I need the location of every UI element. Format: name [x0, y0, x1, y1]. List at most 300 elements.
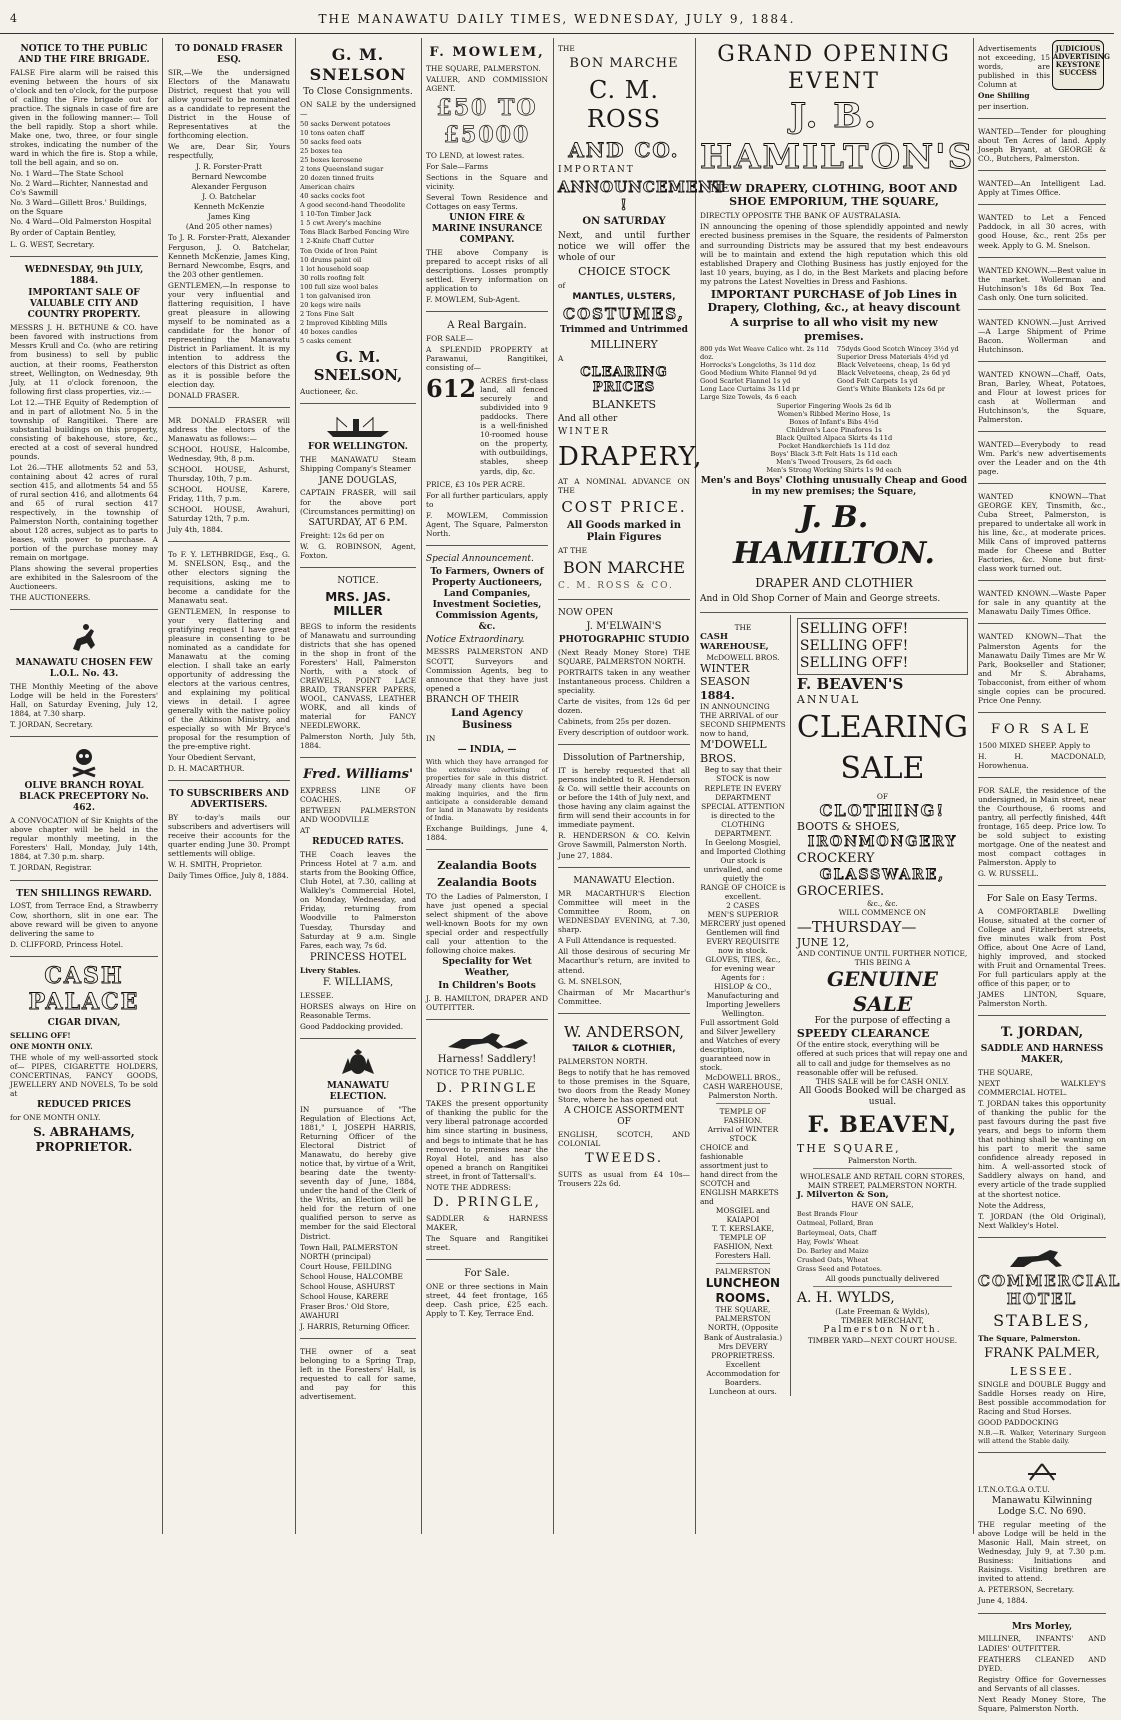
ad-body: TIMBER YARD—NEXT COURT HOUSE. — [807, 1335, 958, 1345]
ad-body: MESSRS J. H. BETHUNE & CO. have been favored with instructions from Messrs Krull and Co. (who are retiring from business) to sell by public auction, at their rooms, Featherston street, Wellington, on Wednesday, 9th July, at 11 o'clock forenoon, the following first class properties, viz.:— — [10, 323, 158, 396]
column-3 — [296, 38, 420, 1534]
ad-body: Excellent Accommodation for Boarders. — [706, 1359, 780, 1387]
ad-body: I.T.N.O.T.G.A O.T.U. — [978, 1485, 1050, 1495]
ad-heading: — INDIA, — — [457, 745, 517, 756]
ad-body: In Geelong Mosgiel, and Imported Clothing Our stock is unrivalled, and come quietly the — [700, 837, 786, 883]
ad-heading: LESSEE. — [1010, 1364, 1074, 1378]
ad-body: AT THE — [558, 546, 587, 556]
ad-heading: F. BEAVEN, — [807, 1111, 958, 1138]
list-item: Bernard Newcombe — [191, 172, 267, 182]
commercial-stables-ad — [978, 1240, 1121, 1454]
list-item: 75dyds Good Scotch Wincey 3½d yd — [837, 345, 959, 354]
ad-body: THE SQUARE, — [978, 1068, 1033, 1078]
list-item: 20 dozen tinned fruits — [300, 174, 374, 183]
ad-body: BRANCH OF THEIR — [426, 694, 519, 705]
list-item: (And 205 other names) — [185, 222, 273, 232]
reward-notice — [10, 883, 158, 957]
ad-body: IN ANNOUNCING THE ARRIVAL of our SECOND SHIPMENTS now to hand, — [700, 702, 786, 739]
ad-body: WANTED—An Intelligent Lad. Apply at Times Office. — [978, 179, 1106, 198]
ad-heading: DRAPERY, — [558, 441, 703, 472]
list-item: 2 tons Queensland sugar — [300, 165, 384, 174]
list-item: 25 boxes tea — [300, 147, 343, 156]
ad-body: Freight: 12s 6d per on — [300, 530, 385, 540]
ad-heading: To Close Consignments. — [303, 87, 413, 98]
ad-body: THE Coach leaves the Princess Hotel at 7 a.m. and starts from the Booking Office, Club Hotel, at 7.30, calling at Walkley's Commercial Hotel, on Monday, Wednesday, and Friday, returning from Woodville to Palmerston Tuesday, Thursday and Saturday at 9 a.m. Single Fares, each way, 7s 6d. — [300, 850, 416, 950]
ad-heading: Harness! Saddlery! — [437, 1054, 537, 1066]
ward-list — [10, 169, 158, 226]
ad-body: One Shilling — [978, 91, 1030, 101]
ad-heading: JUNE 12, — [796, 935, 850, 949]
list-item: School House, HALCOMBE — [300, 1271, 403, 1281]
ad-heading: ON SATURDAY — [582, 216, 666, 228]
masonic-lodge-notice — [978, 1455, 1106, 1613]
signature: THE AUCTIONEERS. — [10, 593, 91, 603]
ad-body: THE SQUARE, PALMERSTON. — [426, 63, 541, 73]
ad-heading: TWEEDS. — [584, 1151, 663, 1167]
ad-heading: IRONMONGERY — [807, 833, 958, 850]
ad-body: for ONE MONTH ONLY. — [10, 1113, 101, 1123]
ad-body: All those desirous of securing Mr Macarthur's return, are invited to attend. — [558, 947, 690, 975]
item-list — [300, 120, 416, 345]
ad-body: IMPORTANT — [558, 164, 635, 175]
ad-body: BETWEEN PALMERSTON AND WOODVILLE — [300, 806, 416, 825]
ad-body: FEATHERS CLEANED AND DYED. — [978, 1654, 1106, 1673]
ad-body: THIS BEING A — [854, 958, 911, 968]
ad-heading: PHOTOGRAPHIC STUDIO — [558, 634, 690, 645]
pringle-saddlery-ad — [426, 1022, 548, 1259]
ad-body: TIMBER MERCHANT, — [841, 1315, 924, 1325]
ad-body: The Square and Rangitikei street. — [426, 1233, 548, 1252]
ad-heading: T. JORDAN, — [1000, 1025, 1084, 1041]
list-item: Horrocks's Longcloths, 3s 11d doz — [700, 361, 816, 370]
list-item: Black Velveteens, cheap, 2s 6d yd — [837, 369, 951, 378]
list-item: Boys' Black 3-ft Felt Hats 1s 11d each — [770, 449, 898, 458]
ad-heading: NOTICE TO THE PUBLIC AND THE FIRE BRIGADE. — [18, 44, 150, 65]
list-item: Do. Barley and Maize — [796, 1246, 869, 1255]
ad-body: WANTED KNOWN.—Best value in the market. Wollerman and Hutchinson's 18s 6d Box Tea. Cash only. One turn solicited. — [978, 265, 1106, 302]
ad-body: Lot 12.—THE Equity of Redemption of and in part of allotment No. 5 in the township of Rangitikei. There are substantial buildings on this property, consisting of bakehouse, store, &c., erected at a cost of several hundred pounds. — [10, 397, 158, 461]
ad-body: McDOWELL BROS. — [706, 652, 780, 662]
ad-heading: W. ANDERSON, — [563, 1022, 685, 1041]
list-item: 50 sacks feed oats — [300, 138, 362, 147]
signature: F. MOWLEM, Sub-Agent. — [426, 294, 521, 304]
acreage-number: 612 — [426, 374, 477, 404]
ad-body: IT is hereby requested that all persons indebted to R. Henderson & Co. will settle their accounts on or before the 14th of July next, and those having any claim against the firm will send their accounts in for immediate payment. — [558, 765, 690, 830]
list-item: Barleymeal, Oats, Chaff — [796, 1228, 877, 1237]
ad-body: PALMERSTON NORTH. — [558, 1056, 648, 1066]
hamilton-grand-opening — [700, 38, 975, 613]
ad-body: 1500 MIXED SHEEP. Apply to — [978, 740, 1091, 750]
ad-heading: OLIVE BRANCH ROYAL BLACK PRECEPTORY No. 462. — [19, 781, 149, 814]
ad-heading: G. M. SNELSON, — [313, 347, 403, 385]
ad-heading: GENUINE SALE — [826, 967, 938, 1016]
list-item: SCHOOL HOUSE, Karere, Friday, 11th, 7 p.m. — [168, 485, 290, 504]
column-2 — [164, 38, 294, 1534]
ad-body: MEN'S SUPERIOR MERCERY just opened — [700, 909, 786, 928]
price-list — [700, 345, 968, 401]
ad-body: IN pursuance of "The Regulation of Elections Act, 1881," I, JOSEPH HARRIS, Returning Officer of the Electoral District of Manawatu, do hereby give notice that, by virtue of a Writ, bearing date the twenty-seventh day of June, 1884, under the hand of the Clerk of the Writs, an Election will be held for the return of one qualified person to serve as member for the said Electoral District. — [300, 1105, 416, 1241]
ad-heading: ANNUAL — [796, 693, 861, 707]
ad-body: N.B.—R. Walker, Veterinary Surgeon will attend the Stable daily. — [978, 1429, 1106, 1446]
column-4 — [422, 38, 552, 1534]
ad-body: Palmerston North, July 5th, 1884. — [300, 732, 416, 751]
ad-body: CHOICE and fashionable assortment just to hand direct from the SCOTCH and ENGLISH MARKETS and — [700, 1142, 779, 1206]
signature: W. H. SMITH, Proprietor. — [168, 860, 263, 870]
horse-and-rider-icon — [442, 1029, 532, 1051]
ad-body: of — [558, 280, 566, 290]
badge-text: ADVERTISING — [1053, 52, 1111, 62]
ad-heading: For Sale on Easy Terms. — [986, 893, 1098, 904]
ad-body: Daily Times Office, July 8, 1884. — [168, 871, 289, 881]
signature: DONALD FRASER. — [168, 391, 240, 400]
ad-body: Next, and until further notice we will offer the whole of our — [558, 230, 690, 263]
ad-body: Next Ready Money Store, The Square, Palmerston North. — [978, 1694, 1106, 1713]
column-6 — [696, 38, 975, 1534]
wanted-ad — [978, 583, 1106, 624]
ad-body: (Late Freeman & Wylds), — [835, 1306, 930, 1316]
ad-body: PALMERSTON — [715, 1267, 771, 1277]
ad-body: ACRES first-class land, all fenced securely and subdivided into 9 paddocks. There is a well-finished 10-roomed house on the property, with outbuildings, stables, sheep yards, dip, &c. — [480, 376, 549, 476]
ad-body: WANTED to Let a Fenced Paddock, in all 30 acres, with good House, &c., rent 25s per week. Apply to G. M. Snelson. — [978, 213, 1106, 250]
ad-heading: A. H. WYLDS, — [796, 1289, 895, 1306]
list-item: School House, KARERE — [300, 1291, 389, 1301]
sheep-for-sale — [978, 715, 1106, 778]
ad-body: A CONVOCATION of Sir Knights of the above chapter will be held in the regular monthly meeting, in the Foresters' Hall, Monday, July 14th, 1884, at 7.30 p.m. sharp. — [10, 816, 158, 862]
ad-heading: C. M. ROSS — [586, 75, 662, 134]
ad-body: NOW OPEN — [558, 607, 614, 618]
ad-body: We are, Dear Sir, Yours respectfully, — [168, 142, 290, 161]
snelson-ad — [300, 38, 416, 404]
list-item: Several Town Residence and Cottages on easy Terms. — [426, 192, 548, 211]
list-item: Gent's White Blankets 12s 6d pr — [837, 385, 946, 394]
list-item: No. 4 Ward—Old Palmerston Hospital — [10, 217, 152, 227]
ad-body: Luncheon at ours. — [709, 1386, 777, 1396]
list-item: 30 rolls roofing felt — [300, 273, 365, 282]
list-item: For Sale—Farms — [426, 161, 489, 171]
ad-body: Livery Stables. — [300, 965, 361, 975]
signature: H. H. MACDONALD, Horowhenua. — [978, 751, 1106, 770]
list-item: Superior Fingering Wools 2s 6d lb — [776, 401, 892, 410]
ad-heading: Mrs Morley, — [1011, 1621, 1073, 1632]
fraser-meetings — [168, 410, 290, 542]
ad-heading: Men's and Boys' Clothing unusually Cheap and Good in my new premises; the Square, — [700, 475, 968, 497]
list-item: Men's Strong Working Shirts 1s 9d each — [766, 465, 902, 474]
ad-body: WANTED KNOWN.—Waste Paper for sale in any quantity at the Manawatu Daily Times Office. — [978, 589, 1106, 617]
list-item: 50 sacks Derwent potatoes — [300, 120, 391, 129]
horseman-emblem-icon — [67, 619, 101, 655]
bargain-ad — [426, 314, 548, 546]
ad-body: A — [558, 353, 564, 363]
ad-body: SINGLE and DOUBLE Buggy and Saddle Horses ready on Hire, Best possible accommodation for Racing and Stud Horses. — [978, 1380, 1106, 1417]
ad-heading: SPEEDY CLEARANCE — [796, 1027, 930, 1041]
photo-studio-ad — [558, 602, 690, 745]
list-item: Large Size Towels, 4s 6 each — [700, 393, 797, 402]
ad-body: GENTLEMEN, In response to your very flattering and gratifying request I have great pleasure in consenting to be nominated as a candidate for Manawatu at the coming election. I shall take an early opportunity of addressing the electors at the various centres, and explaining my political views in detail. I agree generally with the native policy of the Atkinson Ministry, and especially so with Mr Bryce's proposal for the resumption of the pre-emptive right. — [168, 606, 290, 752]
list-item: A good second-hand Theodolite — [300, 201, 406, 210]
ad-heading: UNION FIRE & MARINE INSURANCE COMPANY. — [431, 212, 543, 245]
list-item: No. 3 Ward—Gillett Bros.' Buildings, on the Square — [10, 198, 147, 217]
ad-heading: FOR WELLINGTON. — [308, 442, 408, 453]
cash-palace-ad — [10, 959, 158, 1163]
signature: JAMES LINTON, Square, Palmerston North. — [978, 990, 1106, 1009]
mcdowell-ad — [700, 615, 791, 1396]
list-item: Grass Seed and Potatoes. — [796, 1264, 882, 1273]
ad-body: WANTED KNOWN—Chaff, Oats, Bran, Barley, Wheat, Potatoes, and Flour at lowest prices for cash at Wollerman and Hutchinson's, the Square, Palmerston. — [978, 369, 1106, 424]
ad-heading: In Children's Boots — [438, 981, 536, 992]
ad-body: ON SALE by the undersigned— — [300, 100, 416, 119]
list-item: 5 casks cement — [300, 336, 352, 345]
ad-body: Note the Address, — [978, 1200, 1046, 1210]
macarthur-committee — [558, 870, 690, 1013]
list-item: Hay, Fowls' Wheat — [796, 1237, 859, 1246]
ad-heading: F. MOWLEM, — [429, 45, 545, 60]
ad-body: MOSGIEL and KAIAPOI — [715, 1205, 770, 1224]
ad-body: Palmerston North. — [847, 1155, 918, 1165]
ad-heading: TEN SHILLINGS REWARD. — [16, 888, 152, 899]
coach-ad — [300, 760, 416, 1039]
ad-body: Notice Extraordinary. — [426, 634, 525, 645]
list-item: 10 drums paint oil — [300, 255, 362, 264]
ad-body: GENTLEMEN,—In response to your very influential and flattering requisition, I have great pleasure in allowing myself to be nominated as a candidate for the honor of representing the Manawatu District in Parliament. It is my intention to address the electors of this District as often as it is possible before the election day. — [168, 280, 290, 389]
ad-body: THE SQUARE, PALMERSTON NORTH, (Opposite Bank of Australasia.) — [703, 1305, 783, 1342]
list-item: Children's Lace Pinafores 1s — [786, 425, 882, 434]
list-item: 1 ton galvanised iron — [300, 291, 371, 300]
ad-body: Chairman of Mr Macarthur's Committee. — [558, 987, 690, 1006]
ad-body: BEGS to inform the residents of Manawatu and surrounding districts that she has opened in the shop in front of the Foresters' Hall, Palmerston North, with a stock of CREWELS, POINT LACE BRAID, TRANSFER PAPERS, WOOL, CANVASS, LEATHER WORK, and all kinds of material for FANCY NEEDLEWORK. — [300, 621, 416, 731]
list-item: 1 2-Knife Chaff Cutter — [300, 237, 375, 246]
list-item: 20 kegs wire nails — [300, 300, 361, 309]
ad-heading: Zealandia Boots — [437, 859, 537, 873]
ad-heading: —THURSDAY— — [796, 917, 917, 936]
list-item: J. R. Forster-Pratt — [195, 162, 263, 172]
ad-body: MR DONALD FRASER will address the electors of the Manawatu as follows:— — [168, 416, 290, 444]
polling-list — [300, 1243, 416, 1320]
ad-body: RANGE OF CHOICE is excellent. — [700, 882, 786, 901]
ad-body: Beg to say that their STOCK is now REPLETE IN EVERY DEPARTMENT — [704, 765, 782, 802]
ad-heading: J. B. HAMILTON'S — [700, 95, 975, 178]
ad-heading: THE SQUARE, — [796, 1142, 901, 1156]
signature: T. JORDAN, Registrar. — [10, 863, 92, 873]
ad-body: LOST, from Terrace End, a Strawberry Cow, shorthorn, slit in one ear. The above reward will be given to anyone delivering the same to — [10, 901, 158, 938]
seat-notice — [300, 1341, 416, 1408]
ad-body: AND CONTINUE UNTIL FURTHER NOTICE, — [797, 949, 968, 959]
name-list — [168, 162, 290, 231]
ad-heading: IMPORTANT PURCHASE of Job Lines in Drapery, Clothing, &c., at heavy discount — [707, 287, 961, 315]
list-item: School House, ASHURST — [300, 1281, 395, 1291]
item-list — [797, 1210, 968, 1272]
ad-heading: BOOTS & SHOES, — [796, 820, 900, 834]
list-item: 1 10-Ton Timber Jack — [300, 210, 372, 219]
ad-body: SIR,—We the undersigned Electors of the Manawatu District, request that you will allow yourself to be nominated as a candidate to represent the District in the House of Representatives at the forthcoming election. — [168, 67, 290, 141]
list-item: 10 tons oaten chaff — [300, 129, 365, 138]
ad-heading: WINTER SEASON — [700, 661, 751, 689]
signature: A. PETERSON, Secretary. — [978, 1585, 1075, 1595]
wanted-ad — [978, 207, 1106, 257]
ad-heading: BLANKETS — [591, 398, 657, 412]
ad-body: Advertisements not exceeding, 15 words, are published in this Column at — [978, 44, 1050, 90]
list-item: Best Brands Flour — [796, 1210, 858, 1219]
ad-body: AT — [300, 826, 310, 836]
ad-body: FOR SALE— — [426, 334, 474, 344]
ad-heading: REDUCED PRICES — [37, 1100, 131, 1111]
ad-body: LESSEE. — [300, 991, 334, 1001]
bon-marche-ad — [558, 38, 726, 600]
ad-body: IN — [426, 733, 436, 743]
ad-heading: GROCERIES. — [796, 883, 885, 899]
wanted-ad — [978, 364, 1106, 432]
list-item: Pocket Handkerchiefs 1s 11d doz — [778, 441, 890, 450]
ad-heading: Speciality for Wet Weather, — [442, 957, 532, 979]
ad-body: To J. R. Forster-Pratt, Alexander Ferguson, J. O. Batchelar, Kenneth McKenzie, James King, Bernard Newcombe, Esqrs, and the 203 other gentlemen. — [168, 233, 290, 279]
royal-coat-of-arms-icon — [338, 1048, 378, 1078]
signature: J. B. HAMILTON, DRAPER AND OUTFITTER. — [426, 994, 548, 1013]
list-item: Superior Dress Materials 4½d yd — [837, 353, 949, 362]
zealandia-boots-ad — [426, 852, 548, 1020]
judicious-advertising-badge — [1052, 40, 1111, 90]
list-item: 40 boxes candles — [300, 327, 358, 336]
ad-body: A COMFORTABLE Dwelling House, situated at the corner of College and Fitzherbert streets, five minutes walk from Post Office, about One Acre of Land, highly improved, and stocked with Fruit and Ornamental Trees. For full particulars apply at the office of this paper, or to — [978, 906, 1106, 989]
ad-body: GLOVES, TIES, &c., for evening wear — [705, 955, 781, 974]
ad-body: WINTER — [558, 426, 611, 437]
list-item: No. 2 Ward—Richter, Nannestad and Co's Sawmill — [10, 179, 149, 198]
page-number: 4 — [10, 12, 17, 25]
ad-body: With which they have arranged for the extensive advertising of properties for sale in this district. Already many clients have been making inquiries, and the firm anticipate a considerable demand for land in Manawatu by residents of India. — [426, 757, 548, 823]
steamer-notice — [300, 406, 416, 567]
ad-body: ONE MONTH ONLY. — [10, 1042, 93, 1052]
ad-heading: MANTLES, ULSTERS, — [572, 291, 676, 302]
skull-crossbones-icon — [69, 746, 99, 778]
ad-heading: ANNOUNCEMENT ! — [558, 177, 726, 215]
ad-heading: G. M. SNELSON — [309, 45, 407, 84]
ad-body: PORTRAITS taken in any weather Instantaneous process. Children a speciality. — [558, 667, 690, 695]
anderson-tailor-ad — [558, 1016, 690, 1195]
ad-body: GOOD PADDOCKING — [978, 1418, 1059, 1428]
ad-heading: Land Agency Business — [451, 707, 523, 731]
ad-body: WILL COMMENCE ON — [838, 908, 927, 918]
ad-body: THE above Company is prepared to accept risks of all descriptions. Losses promptly settled. Every information on application to — [426, 247, 548, 293]
ad-heading: D. PRINGLE — [436, 1080, 538, 1096]
list-item: Fraser Bros.' Old Store, AWAHURI — [300, 1301, 390, 1320]
list-item: Boxes of Infant's Bibs 4½d — [789, 417, 879, 426]
ad-body: June 4, 1884. — [978, 1596, 1028, 1606]
ad-heading: FRANK PALMER, — [984, 1345, 1100, 1361]
ad-body: ENGLISH, SCOTCH, AND COLONIAL — [558, 1130, 690, 1149]
jordan-saddler-ad — [978, 1018, 1106, 1237]
signature: S. ABRAHAMS, PROPRIETOR. — [33, 1125, 135, 1155]
ad-heading: COST PRICE. — [561, 498, 687, 517]
ad-body: Arrival of WINTER STOCK — [707, 1124, 779, 1143]
ad-heading: IMPORTANT SALE OF VALUABLE CITY AND COUNTRY PROPERTY. — [27, 288, 141, 321]
ad-body: THE owner of a seat belonging to a Spring Trap, left in the Foresters' Hall, is requested to call for same, and pay for this advertisement. — [300, 1346, 416, 1401]
fraser-requisition — [168, 38, 290, 408]
ad-heading: TO DONALD FRASER ESQ. — [175, 44, 283, 65]
ad-heading: DRAPER AND CLOTHIER — [755, 575, 913, 590]
list-item: Carte de visites, from 12s 6d per dozen. — [558, 696, 690, 715]
signature: W. G. ROBINSON, Agent, Foxton. — [300, 541, 416, 560]
column-rule — [162, 38, 163, 1534]
beaven-ad — [797, 615, 968, 1396]
ad-body: HISLOP & CO., — [714, 982, 772, 992]
ad-body: THE whole of my well-assorted stock of— PIPES, CIGARETTE HOLDERS, CONCERTINAS, FANCY GOODS, JEWELLERY AND NOVELS, To be sold at — [10, 1053, 158, 1099]
list-item: No. 1 Ward—The State School — [10, 169, 124, 179]
ad-body: Exchange Buildings, June 4, 1884. — [426, 824, 548, 843]
ad-body: TAKES the present opportunity of thanking the public for the very liberal patronage accorded him since starting in business, and begs to intimate that he has removed to premises near the Royal Hotel, and has also opened a branch on Rangitikei street, in front of Tattersall's. — [426, 1099, 548, 1181]
ad-heading: PRINCESS HOTEL — [309, 951, 407, 963]
column-1 — [6, 38, 162, 1534]
ad-body: Your Obedient Servant, — [168, 753, 256, 763]
newspaper-title: THE MANAWATU DAILY TIMES, WEDNESDAY, JULY 9, 1884. — [318, 12, 796, 26]
list-item: Kenneth McKenzie — [193, 202, 265, 212]
ad-body: PRICE, £3 10s PER ACRE. — [426, 479, 526, 489]
ad-body: And all other — [558, 413, 618, 424]
ad-heading: MILLINERY — [590, 338, 658, 352]
list-item: Town Hall, PALMERSTON NORTH (principal) — [300, 1242, 399, 1261]
ad-body: NOTICE TO THE PUBLIC. — [426, 1068, 525, 1078]
ad-body: MILLINER, INFANTS' AND LADIES' OUTFITTER. — [978, 1634, 1106, 1653]
ad-body: For the purpose of effecting a — [814, 1016, 951, 1027]
ad-body: A Full Attendance is requested. — [558, 936, 677, 946]
ad-heading: M'DOWELL BROS. — [700, 738, 767, 765]
ad-heading: 1884. — [700, 688, 735, 702]
ad-body: TO LEND, at lowest rates. — [426, 150, 525, 160]
ad-heading: TO SUBSCRIBERS AND ADVERTISERS. — [169, 789, 289, 811]
badge-text: KEYSTONE — [1055, 60, 1101, 70]
ad-heading: BON MARCHE — [569, 56, 679, 72]
ad-heading: TAILOR & CLOTHIER, — [572, 1043, 676, 1054]
ad-heading: SADDLE AND HARNESS MAKER, — [980, 1044, 1104, 1066]
steamship-icon — [323, 413, 393, 439]
signature: L. G. WEST, Secretary. — [10, 239, 95, 249]
list-item: 40 sacks cocks foot — [300, 192, 365, 201]
ad-body: FOR SALE, the residence of the undersigned, in Main street, near the Courthouse, 6 rooms and pantry, all perfectly finished, 44ft frontage, 165 deep. Price low. To be sold subject to existing mortgage. One of the neatest and most compact cottages in Palmerston. Apply to — [978, 785, 1106, 867]
signature: J. HARRIS, Returning Officer. — [300, 1321, 410, 1331]
property-sale — [10, 259, 158, 611]
two-ads-row — [700, 615, 968, 1396]
ad-body: SUITS as usual from £4 10s—Trousers 22s 6d. — [558, 1169, 690, 1188]
ad-body: MESSRS PALMERSTON AND SCOTT, Surveyors and Commission Agents, beg to announce that they have just opened a — [426, 647, 548, 693]
list-item: SCHOOL HOUSE, Halcombe, Wednesday, 9th, 8 p.m. — [168, 445, 290, 464]
ad-heading: SELLING OFF! — [799, 637, 909, 654]
list-item: 2 Tons Fine Salt — [300, 309, 355, 318]
ad-heading: WEDNESDAY, 9th JULY, 1884. — [24, 264, 144, 286]
price-list — [700, 402, 968, 474]
ad-body: THE Monthly Meeting of the above Lodge will be held in the Foresters' Hall, on Saturday Evening, July 12, 1884, at 7.30 sharp. — [10, 682, 158, 719]
ad-heading: CASH PALACE — [28, 962, 140, 1016]
wanted-ad — [978, 121, 1106, 171]
ad-body: EVERY REQUISITE now in stock. — [706, 937, 780, 956]
signature: D. H. MACARTHUR. — [168, 764, 245, 774]
ad-body: T. JORDAN takes this opportunity of thanking the public for the past favours during the past five years, and begs to inform them that nothing shall be wanting on his part to merit the same confidence already reposed in him. A well-assorted stock of Saddlery always on hand, and every article of the trade supplied at the shortest notice. — [978, 1099, 1106, 1199]
signature: T. T. KERSLAKE, TEMPLE OF FASHION, Next Foresters Hall. — [711, 1224, 775, 1261]
ad-heading: BON MARCHE — [562, 558, 686, 578]
ad-heading: COSTUMES, — [563, 304, 685, 323]
ad-heading: MRS. JAS. MILLER — [325, 589, 391, 619]
ad-heading: CASH WAREHOUSE, — [700, 631, 769, 653]
ad-heading: SATURDAY, AT 6 P.M. — [308, 517, 408, 528]
list-item: Cabinets, from 25s per dozen. — [558, 716, 671, 726]
ad-heading: A Real Bargain. — [447, 319, 527, 331]
column-7 — [974, 38, 1121, 1713]
wanted-ads — [978, 121, 1106, 713]
list-item: Good Medium White Flannel 9d yd — [700, 369, 817, 378]
list-item: 2 Improved Kibbling Mills — [300, 318, 388, 327]
ad-body: per insertion. — [978, 102, 1029, 112]
ad-heading: For Sale. — [464, 1267, 510, 1279]
list-item: SCHOOL HOUSE, Awahuri, Saturday 12th, 7 p.m. — [168, 505, 290, 524]
ad-body: BY to-day's mails our subscribers and advertisers will receive their accounts for the quarter ending June 30. Prompt settlements will oblige. — [168, 813, 290, 859]
ad-body: THE regular meeting of the above Lodge will be held in the Masonic Hall, Main street, on Wednesday, July 9, at 7.30 p.m. Business: Initiations and Raisings. Visiting brethren are invited to attend. — [978, 1520, 1106, 1584]
residence-for-sale — [978, 780, 1106, 886]
